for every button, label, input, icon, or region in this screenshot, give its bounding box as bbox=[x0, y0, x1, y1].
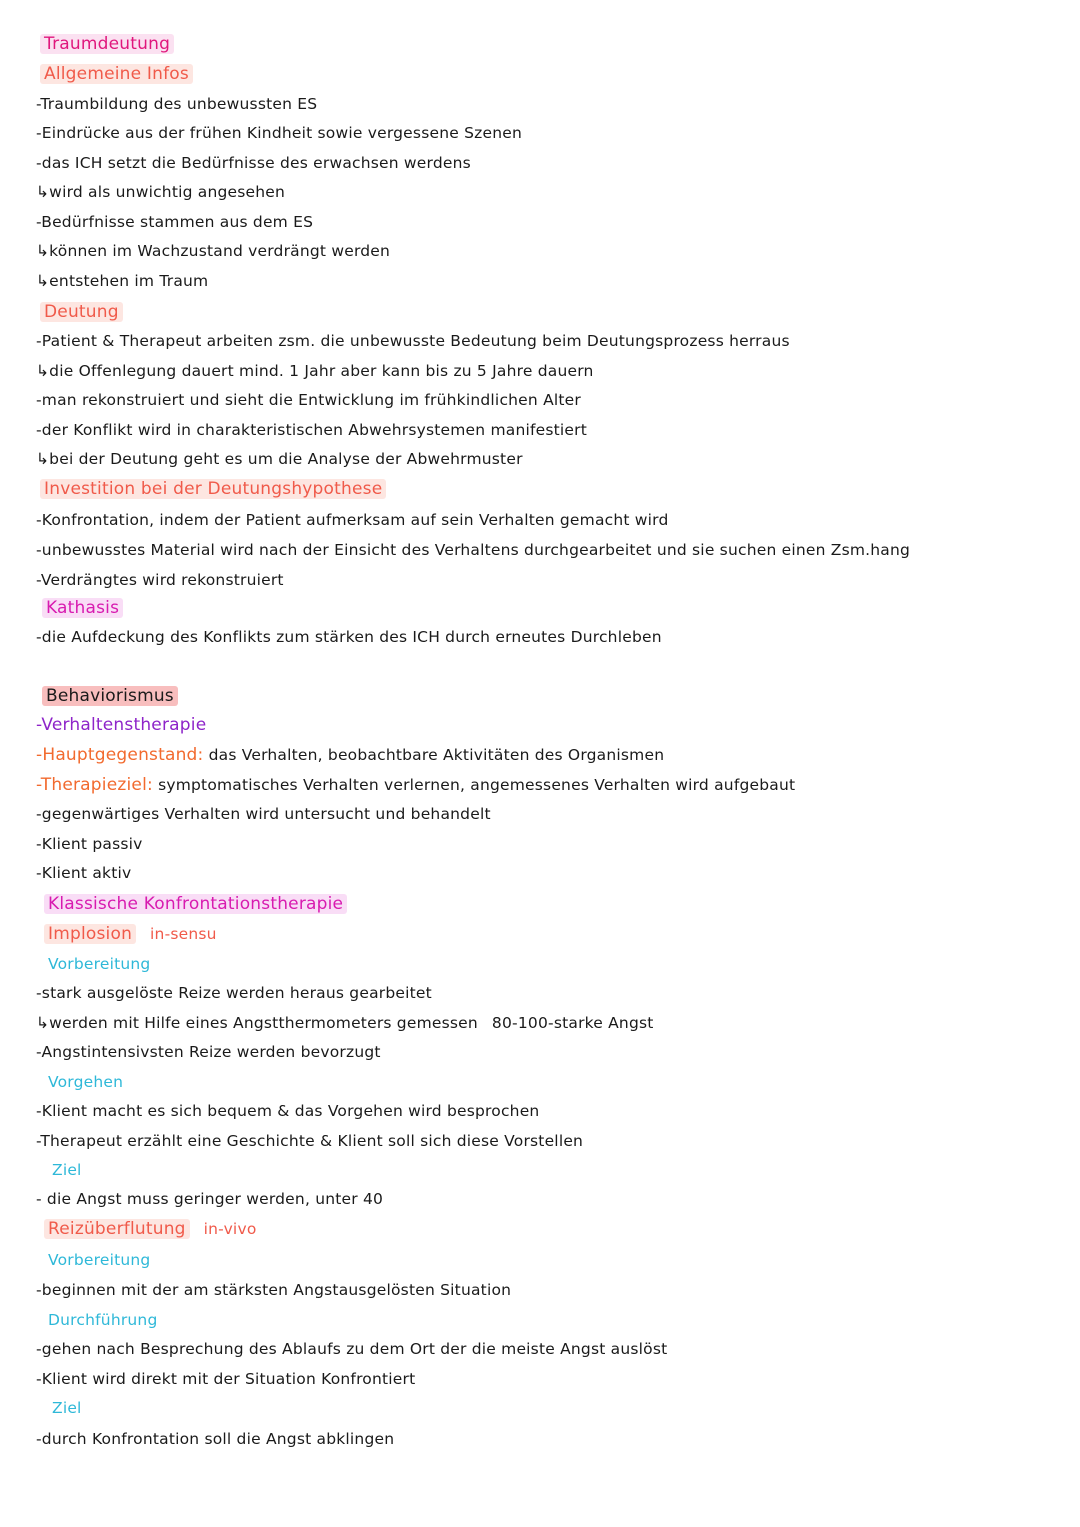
note-line: ↳bei der Deutung geht es um die Analyse der Abwehrmuster bbox=[36, 450, 523, 468]
note-line: -gehen nach Besprechung des Ablaufs zu dem Ort der die meiste Angst auslöst bbox=[36, 1340, 668, 1358]
note-line-verhaltenstherapie: -Verhaltenstherapie bbox=[36, 715, 207, 735]
note-line: -Klient aktiv bbox=[36, 864, 132, 882]
subheading-reizueberflutung: Reizüberflutung in-vivo bbox=[44, 1219, 257, 1239]
subheading-deutung: Deutung bbox=[40, 302, 123, 322]
subheading-vorbereitung-2: Vorbereitung bbox=[48, 1251, 151, 1269]
note-line: -unbewusstes Material wird nach der Einsicht des Verhaltens durchgearbeitet und sie suchen einen Zsm.hang bbox=[36, 541, 911, 559]
note-line: -das ICH setzt die Bedürfnisse des erwachsen werdens bbox=[36, 154, 471, 172]
note-line-hauptgegenstand: -Hauptgegenstand: das Verhalten, beobachtbare Aktivitäten des Organismen bbox=[36, 745, 665, 765]
subheading-ziel-2: Ziel bbox=[52, 1399, 82, 1417]
note-line: -stark ausgelöste Reize werden heraus gearbeitet bbox=[36, 984, 432, 1002]
subheading-durchfuehrung: Durchführung bbox=[48, 1311, 158, 1329]
note-line: -Konfrontation, indem der Patient aufmerksam auf sein Verhalten gemacht wird bbox=[36, 511, 669, 529]
subheading-allgemeine-infos: Allgemeine Infos bbox=[40, 64, 193, 84]
note-line: -Klient wird direkt mit der Situation Konfrontiert bbox=[36, 1370, 416, 1388]
subheading-ziel: Ziel bbox=[52, 1161, 82, 1179]
subheading-konfrontationstherapie: Klassische Konfrontationstherapie bbox=[44, 894, 347, 914]
note-line: ↳die Offenlegung dauert mind. 1 Jahr aber kann bis zu 5 Jahre dauern bbox=[36, 362, 594, 380]
note-line: -Klient passiv bbox=[36, 835, 143, 853]
subheading-implosion: Implosion in-sensu bbox=[44, 924, 217, 944]
note-line: -Patient & Therapeut arbeiten zsm. die unbewusste Bedeutung beim Deutungsprozess herraus bbox=[36, 332, 790, 350]
note-line: - die Angst muss geringer werden, unter 40 bbox=[36, 1190, 384, 1208]
note-line: -der Konflikt wird in charakteristischen Abwehrsystemen manifestiert bbox=[36, 421, 588, 439]
subheading-investition: Investition bei der Deutungshypothese bbox=[40, 479, 386, 499]
subheading-vorgehen: Vorgehen bbox=[48, 1073, 124, 1091]
note-line: ↳werden mit Hilfe eines Angstthermometers gemessen 80-100-starke Angst bbox=[36, 1014, 654, 1032]
note-line: -man rekonstruiert und sieht die Entwicklung im frühkindlichen Alter bbox=[36, 391, 581, 409]
subheading-vorbereitung: Vorbereitung bbox=[48, 955, 151, 973]
note-line: -Verdrängtes wird rekonstruiert bbox=[36, 571, 284, 589]
note-line: -gegenwärtiges Verhalten wird untersucht und behandelt bbox=[36, 805, 491, 823]
section-title-behaviorismus: Behaviorismus bbox=[42, 686, 178, 706]
note-line: -Angstintensivsten Reize werden bevorzugt bbox=[36, 1043, 381, 1061]
note-line: -beginnen mit der am stärksten Angstausgelösten Situation bbox=[36, 1281, 512, 1299]
note-line-therapieziel: -Therapieziel: symptomatisches Verhalten verlernen, angemessenes Verhalten wird aufgebaut bbox=[36, 775, 796, 795]
note-line: ↳können im Wachzustand verdrängt werden bbox=[36, 242, 391, 260]
note-line: -Traumbildung des unbewussten ES bbox=[36, 95, 318, 113]
note-line: -die Aufdeckung des Konflikts zum stärken des ICH durch erneutes Durchleben bbox=[36, 628, 662, 646]
note-line: -durch Konfrontation soll die Angst abklingen bbox=[36, 1430, 395, 1448]
note-line: -Klient macht es sich bequem & das Vorgehen wird besprochen bbox=[36, 1102, 540, 1120]
note-line: -Eindrücke aus der frühen Kindheit sowie vergessene Szenen bbox=[36, 124, 522, 142]
subheading-kathasis: Kathasis bbox=[42, 598, 123, 618]
note-line: -Bedürfnisse stammen aus dem ES bbox=[36, 213, 314, 231]
note-line: ↳wird als unwichtig angesehen bbox=[36, 183, 286, 201]
section-title-traumdeutung: Traumdeutung bbox=[40, 34, 174, 54]
note-line: ↳entstehen im Traum bbox=[36, 272, 209, 290]
note-line: -Therapeut erzählt eine Geschichte & Klient soll sich diese Vorstellen bbox=[36, 1132, 584, 1150]
